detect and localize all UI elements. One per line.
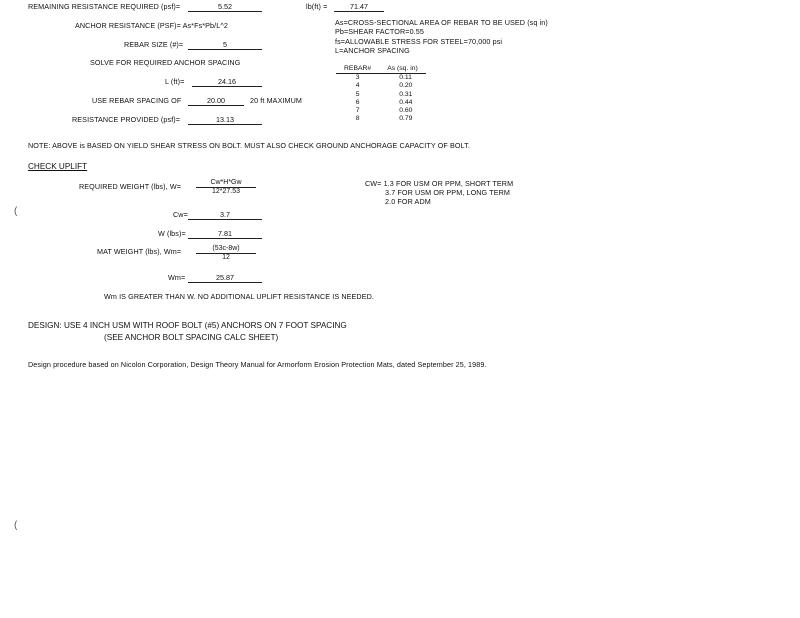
scan-mark: ( [14,520,18,531]
cw-note-adm: 2.0 FOR ADM [385,197,431,206]
rebar-number: 3 [355,74,360,81]
required-weight-numerator: Cw*H*Gw [196,179,256,188]
rebar-area: 0.60 [399,107,413,115]
lb-value: 71.47 [334,2,384,12]
rebar-area: 0.44 [399,98,413,106]
check-uplift-heading: CHECK UPLIFT [28,162,88,171]
solve-spacing-label: SOLVE FOR REQUIRED ANCHOR SPACING [90,58,241,67]
rebar-number: 8 [355,115,360,123]
table-header-rebar: REBAR# [336,64,379,74]
rebar-area: 0.20 [399,82,413,90]
legend-l: L=ANCHOR SPACING [335,46,410,55]
rebar-area: 0.31 [399,90,413,98]
wm-label: Wm= [168,273,186,282]
rebar-area-table [336,64,426,124]
rebar-size-label: REBAR SIZE (#)= [124,40,184,49]
resistance-provided-value: 13.13 [188,115,262,125]
design-reference: (SEE ANCHOR BOLT SPACING CALC SHEET) [104,333,279,342]
l-value: 24.16 [192,77,262,87]
remaining-resistance-label: REMAINING RESISTANCE REQUIRED (psf)= [28,2,181,11]
table-row [336,99,426,107]
rebar-number: 4 [355,82,360,90]
table-row [336,115,426,123]
legend-fs: fs=ALLOWABLE STRESS FOR STEEL=70,000 psi [335,37,503,46]
rebar-number: 7 [355,107,360,115]
legend-pb: Pb=SHEAR FACTOR=0.55 [335,27,424,36]
cw-note-short-term: CW= 1.3 FOR USM OR PPM, SHORT TERM [365,179,514,188]
remaining-resistance-value: 5.52 [188,2,262,12]
rebar-number: 5 [355,90,360,98]
bolt-note: NOTE: ABOVE is BASED ON YIELD SHEAR STRESS ON BOLT. MUST ALSO CHECK GROUND ANCHORAGE CAPACITY OF BOLT. [28,141,470,150]
uplift-conclusion: Wm IS GREATER THAN W. NO ADDITIONAL UPLIFT RESISTANCE IS NEEDED. [104,292,374,301]
rebar-number: 6 [355,98,360,106]
mat-weight-label: MAT WEIGHT (lbs), Wm= [97,247,182,256]
design-procedure-footnote: Design procedure based on Nicolon Corporation, Design Theory Manual for Armorform Erosion Protection Mats, dated September 25, 1989. [28,360,487,369]
required-weight-fraction [196,179,256,196]
w-label: W (lbs)= [158,229,186,238]
scan-mark: ( [14,206,18,217]
table-row [336,74,426,83]
cw-value: 3.7 [188,210,262,220]
table-row [336,107,426,115]
w-value: 7.81 [188,229,262,239]
rebar-area: 0.79 [399,115,413,123]
spacing-maximum: 20 ft MAXIMUM [250,96,303,105]
table-header-area: As (sq. in) [379,64,426,74]
table-row [336,91,426,99]
wm-value: 25.87 [188,273,262,283]
use-spacing-value: 20.00 [188,96,244,106]
use-spacing-label: USE REBAR SPACING OF [92,96,182,105]
mat-weight-fraction [196,245,256,262]
resistance-provided-label: RESISTANCE PROVIDED (psf)= [72,115,181,124]
cw-label: Cw= [173,210,188,219]
required-weight-denominator: 12*27.53 [211,188,241,195]
required-weight-label: REQUIRED WEIGHT (lbs), W= [79,182,181,191]
mat-weight-numerator: (53c-8w) [196,245,256,254]
lb-label: lb(ft) = [306,2,328,11]
mat-weight-denominator: 12 [222,254,230,261]
legend-as: As=CROSS-SECTIONAL AREA OF REBAR TO BE USED (sq in) [335,18,548,27]
cw-note-long-term: 3.7 FOR USM OR PPM, LONG TERM [385,188,510,197]
rebar-size-value: 5 [188,40,262,50]
design-statement: DESIGN: USE 4 INCH USM WITH ROOF BOLT (#5) ANCHORS ON 7 FOOT SPACING [28,321,347,330]
rebar-area: 0.11 [399,74,412,81]
anchor-resistance-formula: ANCHOR RESISTANCE (PSF)= As*Fs*Pb/L^2 [75,21,228,30]
table-row [336,82,426,90]
l-label: L (ft)= [165,77,185,86]
